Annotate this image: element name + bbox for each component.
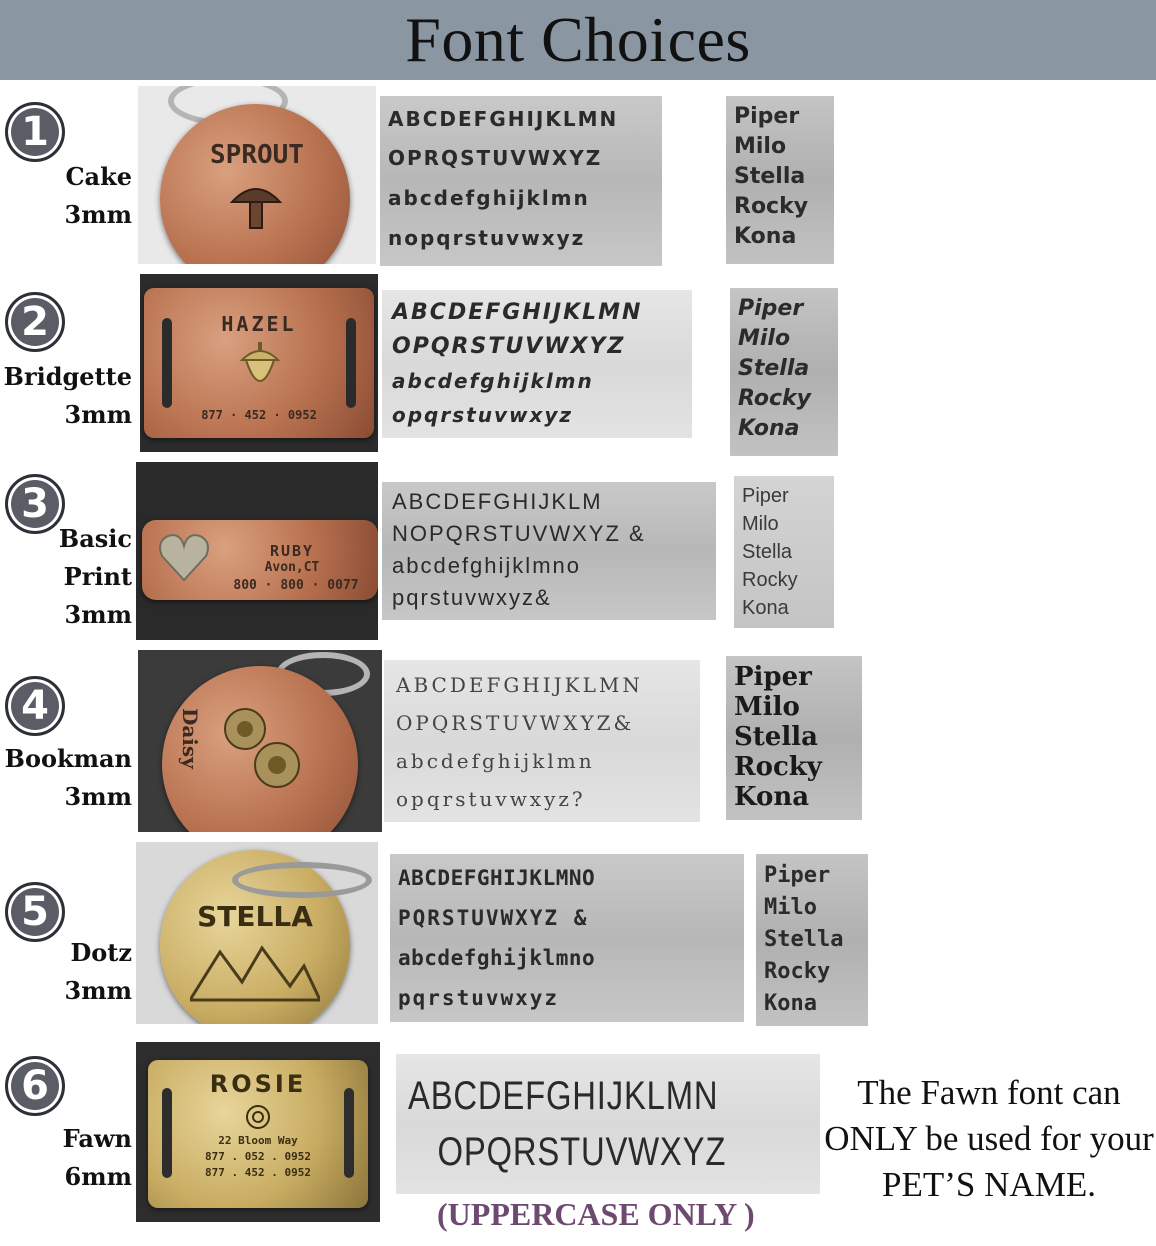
slot	[346, 318, 356, 408]
font-name: Bridgette	[3, 362, 132, 391]
tag-photo	[136, 462, 378, 640]
tag-photo	[138, 86, 376, 264]
number-badge: 2	[5, 292, 65, 352]
pet-name-sample	[726, 656, 862, 820]
sample-name: Piper	[734, 104, 800, 129]
slot	[344, 1088, 354, 1178]
alphabet-line: PQRSTUVWXYZ &	[398, 906, 589, 930]
mushroom-icon	[226, 174, 286, 234]
alphabet-line: ABCDEFGHIJKLMN	[392, 300, 643, 325]
alphabet-line: ABCDEFGHIJKLMN	[396, 673, 643, 697]
alphabet-line: OPQRSTUVWXYZ&	[396, 711, 635, 735]
font-size: 3mm	[64, 400, 132, 429]
sample-name: Rocky	[738, 386, 811, 411]
sample-name: Kona	[738, 416, 800, 441]
uppercase-only-note: (UPPERCASE ONLY )	[437, 1196, 755, 1232]
number-badge: 4	[5, 676, 65, 736]
sample-name: Milo	[738, 326, 791, 351]
sample-name: Milo	[734, 692, 800, 722]
slot	[162, 318, 172, 408]
fawn-usage-note: The Fawn font can ONLY be used for your PET’S NAME.	[824, 1073, 1154, 1204]
sample-name: Milo	[764, 895, 817, 920]
tag-photo	[138, 650, 382, 832]
sample-name: Rocky	[734, 752, 822, 782]
sample-name: Piper	[764, 863, 831, 888]
sample-name: Milo	[734, 134, 787, 159]
sample-name: Piper	[734, 662, 812, 692]
alphabet-line: opqrstuvwxyz?	[396, 787, 586, 811]
alphabet-line: ABCDEFGHIJKLMNO	[398, 866, 596, 890]
acorn-icon	[238, 338, 282, 400]
tag-engraving: STELLA	[197, 900, 313, 933]
font-size: 3mm	[64, 200, 132, 229]
tag-phone: 877 . 452 . 0952	[205, 1166, 311, 1179]
alphabet-sample	[382, 482, 716, 620]
key-ring	[232, 862, 372, 898]
sample-name: Stella	[734, 722, 818, 752]
mountains-icon	[190, 942, 320, 1002]
alphabet-sample	[380, 96, 662, 266]
alphabet-line: opqrstuvwxyz	[392, 403, 574, 427]
tag-photo	[140, 274, 378, 452]
tag-location: Avon,CT	[264, 560, 320, 575]
pet-name-sample	[734, 476, 834, 628]
alphabet-line: ABCDEFGHIJKLMN	[388, 107, 619, 131]
font-size: 3mm	[64, 782, 132, 811]
alphabet-line: abcdefghijklmno	[398, 946, 596, 970]
sample-name: Kona	[764, 991, 817, 1016]
alphabet-line: OPRQSTUVWXYZ	[388, 146, 603, 170]
sample-name: Piper	[742, 485, 789, 507]
sample-name: Kona	[742, 597, 789, 619]
number-badge: 6	[5, 1056, 65, 1116]
sample-name: Stella	[738, 356, 810, 381]
font-size: 3mm	[64, 976, 132, 1005]
alphabet-line: NOPQRSTUVWXYZ &	[392, 521, 646, 546]
page-title: Font Choices	[405, 4, 751, 75]
tag-photo	[136, 1042, 380, 1222]
sample-name: Rocky	[734, 194, 809, 219]
sample-name: Kona	[734, 782, 810, 812]
alphabet-line: abcdefghijklmno	[392, 553, 581, 578]
tag-engraving: ROSIE	[209, 1070, 307, 1098]
alphabet-line: abcdefghijklmn	[396, 749, 595, 773]
sample-name: Stella	[764, 927, 844, 952]
sample-name: Stella	[734, 164, 806, 189]
tag-engraving: Daisy	[178, 708, 202, 769]
alphabet-line: pqrstuvwxyz&	[392, 585, 552, 610]
alphabet-line: nopqrstuvwxyz	[388, 226, 586, 250]
alphabet-sample	[382, 290, 692, 438]
pet-name-sample	[756, 854, 868, 1026]
tag-photo	[136, 842, 378, 1024]
alphabet-line: abcdefghijklmn	[388, 186, 590, 210]
tag-engraving: RUBY	[269, 542, 315, 560]
font-name: Dotz	[70, 938, 132, 967]
tag-phone: 877 . 052 . 0952	[205, 1150, 311, 1163]
number-badge: 3	[5, 474, 65, 534]
alphabet-line: abcdefghijklmn	[392, 369, 594, 393]
font-size: 3mm	[64, 600, 132, 629]
tag-engraving: SPROUT	[210, 140, 304, 170]
sample-name: Milo	[742, 513, 779, 535]
header-banner	[0, 0, 1156, 80]
flower-icon	[252, 740, 302, 790]
font-name: Cake	[65, 162, 132, 191]
sample-name: Piper	[738, 296, 804, 321]
number-badge: 1	[5, 102, 65, 162]
number-badge: 5	[5, 882, 65, 942]
tag-engraving: HAZEL	[221, 312, 297, 336]
font-name: Bookman	[4, 744, 132, 773]
slot	[162, 1088, 172, 1178]
font-size: 6mm	[64, 1162, 132, 1191]
alphabet-line: pqrstuvwxyz	[398, 986, 560, 1010]
alphabet-line: OPQRSTUVWXYZ	[392, 334, 626, 359]
tag-phone: 800 · 800 · 0077	[233, 578, 359, 593]
font-name-line: Print	[63, 562, 132, 591]
sample-name: Kona	[734, 224, 797, 249]
pet-name-sample	[726, 96, 834, 264]
font-name: Fawn	[62, 1124, 132, 1153]
alphabet-line: ABCDEFGHIJKLMN	[408, 1074, 719, 1118]
alphabet-sample	[384, 660, 700, 822]
alphabet-line: ABCDEFGHIJKLM	[392, 489, 603, 514]
alphabet-sample	[390, 854, 744, 1022]
pet-name-sample	[730, 288, 838, 456]
tag-address: 22 Bloom Way	[218, 1134, 298, 1147]
alphabet-line: OPQRSTUVWXYZ	[437, 1130, 727, 1174]
rose-icon	[238, 1102, 278, 1132]
font-name-line: Basic	[58, 524, 132, 553]
alphabet-sample	[396, 1054, 820, 1194]
sample-name: Rocky	[764, 959, 831, 984]
tag-phone: 877 · 452 · 0952	[201, 408, 317, 422]
sample-name: Rocky	[742, 569, 798, 591]
sample-name: Stella	[742, 541, 793, 563]
heart-icon	[156, 530, 212, 584]
